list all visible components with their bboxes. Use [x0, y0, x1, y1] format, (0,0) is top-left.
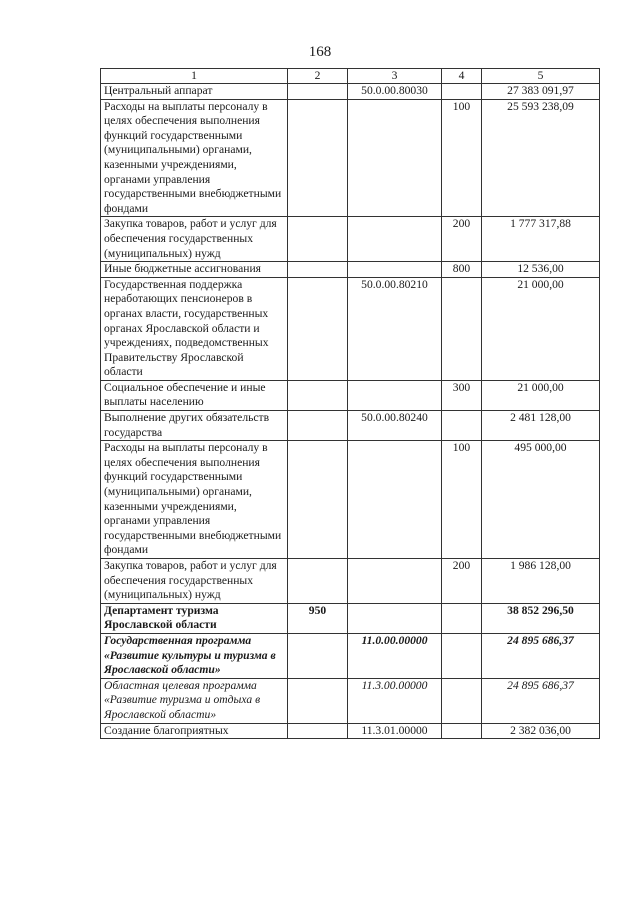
header-col-3: 3 [348, 69, 442, 84]
row-amount-cell: 2 382 036,00 [482, 723, 600, 739]
row-dept-cell [288, 411, 348, 441]
row-type-cell: 800 [442, 262, 482, 278]
table-row [101, 678, 600, 723]
row-name-cell: Социальное обеспечение и иные выплаты населению [101, 380, 288, 410]
header-col-4: 4 [442, 69, 482, 84]
row-name-cell: Выполнение других обязательств государства [101, 411, 288, 441]
row-amount-cell: 1 777 317,88 [482, 217, 600, 262]
table-row [101, 217, 600, 262]
row-type-cell: 300 [442, 380, 482, 410]
row-dept-cell [288, 380, 348, 410]
row-amount-cell: 21 000,00 [482, 277, 600, 380]
row-code-cell [348, 603, 442, 633]
table-row [101, 262, 600, 278]
row-dept-cell [288, 441, 348, 559]
table-row [101, 411, 600, 441]
header-col-5: 5 [482, 69, 600, 84]
row-amount-cell: 24 895 686,37 [482, 633, 600, 678]
row-code-cell [348, 262, 442, 278]
row-type-cell [442, 603, 482, 633]
row-dept-cell [288, 277, 348, 380]
table-row [101, 99, 600, 217]
row-amount-cell: 24 895 686,37 [482, 678, 600, 723]
row-type-cell [442, 84, 482, 100]
row-dept-cell: 950 [288, 603, 348, 633]
row-type-cell: 200 [442, 559, 482, 604]
header-col-1: 1 [101, 69, 288, 84]
row-type-cell: 200 [442, 217, 482, 262]
row-type-cell: 100 [442, 99, 482, 217]
row-name-cell: Государственная поддержка неработающих пенсионеров в органах власти, государственных органах Ярославской области и учреждениях, подведомственных Правительству Ярославской области [101, 277, 288, 380]
row-dept-cell [288, 723, 348, 739]
row-type-cell [442, 723, 482, 739]
row-name-cell: Центральный аппарат [101, 84, 288, 100]
table-row [101, 277, 600, 380]
row-code-cell [348, 380, 442, 410]
row-amount-cell: 495 000,00 [482, 441, 600, 559]
row-dept-cell [288, 633, 348, 678]
row-code-cell: 50.0.00.80030 [348, 84, 442, 100]
row-type-cell [442, 678, 482, 723]
row-dept-cell [288, 217, 348, 262]
row-code-cell: 11.3.00.00000 [348, 678, 442, 723]
row-code-cell [348, 217, 442, 262]
table-row [101, 723, 600, 739]
row-type-cell: 100 [442, 441, 482, 559]
row-dept-cell [288, 559, 348, 604]
budget-table [100, 68, 600, 739]
row-amount-cell: 38 852 296,50 [482, 603, 600, 633]
row-dept-cell [288, 99, 348, 217]
row-name-cell: Государственная программа «Развитие культуры и туризма в Ярославской области» [101, 633, 288, 678]
table-row [101, 441, 600, 559]
row-amount-cell: 25 593 238,09 [482, 99, 600, 217]
row-dept-cell [288, 262, 348, 278]
budget-table-body [101, 69, 600, 739]
row-name-cell: Закупка товаров, работ и услуг для обеспечения государственных (муниципальных) нужд [101, 217, 288, 262]
row-name-cell: Иные бюджетные ассигнования [101, 262, 288, 278]
row-name-cell: Расходы на выплаты персоналу в целях обеспечения выполнения функций государственными (муниципальными) органами, казенными учреждениями, органами управления государственными внебюджетными фондами [101, 99, 288, 217]
row-amount-cell: 1 986 128,00 [482, 559, 600, 604]
row-name-cell: Областная целевая программа «Развитие туризма и отдыха в Ярославской области» [101, 678, 288, 723]
row-type-cell [442, 411, 482, 441]
table-row [101, 380, 600, 410]
table-row [101, 559, 600, 604]
row-name-cell: Расходы на выплаты персоналу в целях обеспечения выполнения функций государственными (муниципальными) органами, казенными учреждениями, органами управления государственными внебюджетными фондами [101, 441, 288, 559]
row-name-cell: Департамент туризма Ярославской области [101, 603, 288, 633]
header-col-2: 2 [288, 69, 348, 84]
row-code-cell: 11.0.00.00000 [348, 633, 442, 678]
table-header-row [101, 69, 600, 84]
row-amount-cell: 21 000,00 [482, 380, 600, 410]
table-row [101, 84, 600, 100]
row-code-cell: 50.0.00.80210 [348, 277, 442, 380]
row-dept-cell [288, 84, 348, 100]
row-name-cell: Создание благоприятных [101, 723, 288, 739]
row-type-cell [442, 277, 482, 380]
page-number: 168 [308, 44, 332, 60]
row-code-cell: 11.3.01.00000 [348, 723, 442, 739]
row-amount-cell: 2 481 128,00 [482, 411, 600, 441]
row-name-cell: Закупка товаров, работ и услуг для обеспечения государственных (муниципальных) нужд [101, 559, 288, 604]
row-code-cell: 50.0.00.80240 [348, 411, 442, 441]
row-code-cell [348, 99, 442, 217]
row-dept-cell [288, 678, 348, 723]
row-amount-cell: 27 383 091,97 [482, 84, 600, 100]
row-code-cell [348, 559, 442, 604]
table-row [101, 633, 600, 678]
row-code-cell [348, 441, 442, 559]
row-type-cell [442, 633, 482, 678]
row-amount-cell: 12 536,00 [482, 262, 600, 278]
table-row [101, 603, 600, 633]
